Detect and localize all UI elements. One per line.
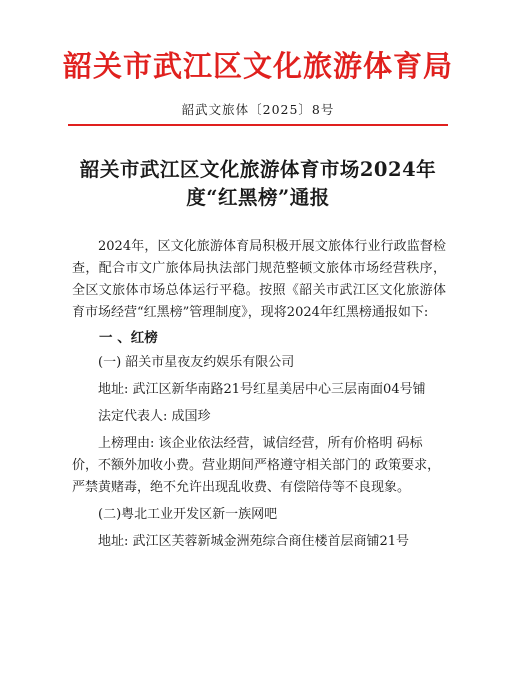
entry-1-name: (一) 韶关市星夜友约娱乐有限公司 [98, 355, 295, 370]
entry-2-address: 地址: 武江区芙蓉新城金洲苑综合商住楼首层商铺21号 [98, 534, 410, 549]
document-body [72, 236, 446, 553]
entry-1-reason: 上榜理由: 该企业依法经营，诚信经营，所有价格明 码标价，不额外加收小费。营业期间严格遵守相关部门的 政策要求，严禁黄赌毒，绝不允许出现乱收费、有偿陪侍等不良现象。 [72, 436, 441, 495]
section-heading-red-list: 一 、红榜 [99, 330, 158, 346]
issuing-organization-title: 韶关市武江区文化旅游体育局 [62, 49, 453, 83]
entry-2-name: (二)粤北工业开发区新一族网吧 [98, 507, 278, 522]
document-number: 韶武文旅体〔2025〕8号 [181, 102, 335, 117]
red-header-rule [68, 124, 448, 126]
entry-1-address: 地址: 武江区新华南路21号红星美居中心三层南面04号铺 [98, 382, 426, 397]
intro-paragraph: 2024年，区文化旅游体育局积极开展文旅体行业行政监督检查，配合市文广旅体局执法部门规范整顿文旅体市场经营秩序，全区文旅体市场总体运行平稳。按照《韶关市武江区文化旅游体育市场经营“红黑榜”管理制度》，现将2024年红黑榜通报如下: [72, 239, 446, 320]
document-title: 韶关市武江区文化旅游体育市场2024年度“红黑榜”通报 [79, 158, 437, 209]
entry-1-legal-representative: 法定代表人: 成国珍 [98, 409, 211, 424]
